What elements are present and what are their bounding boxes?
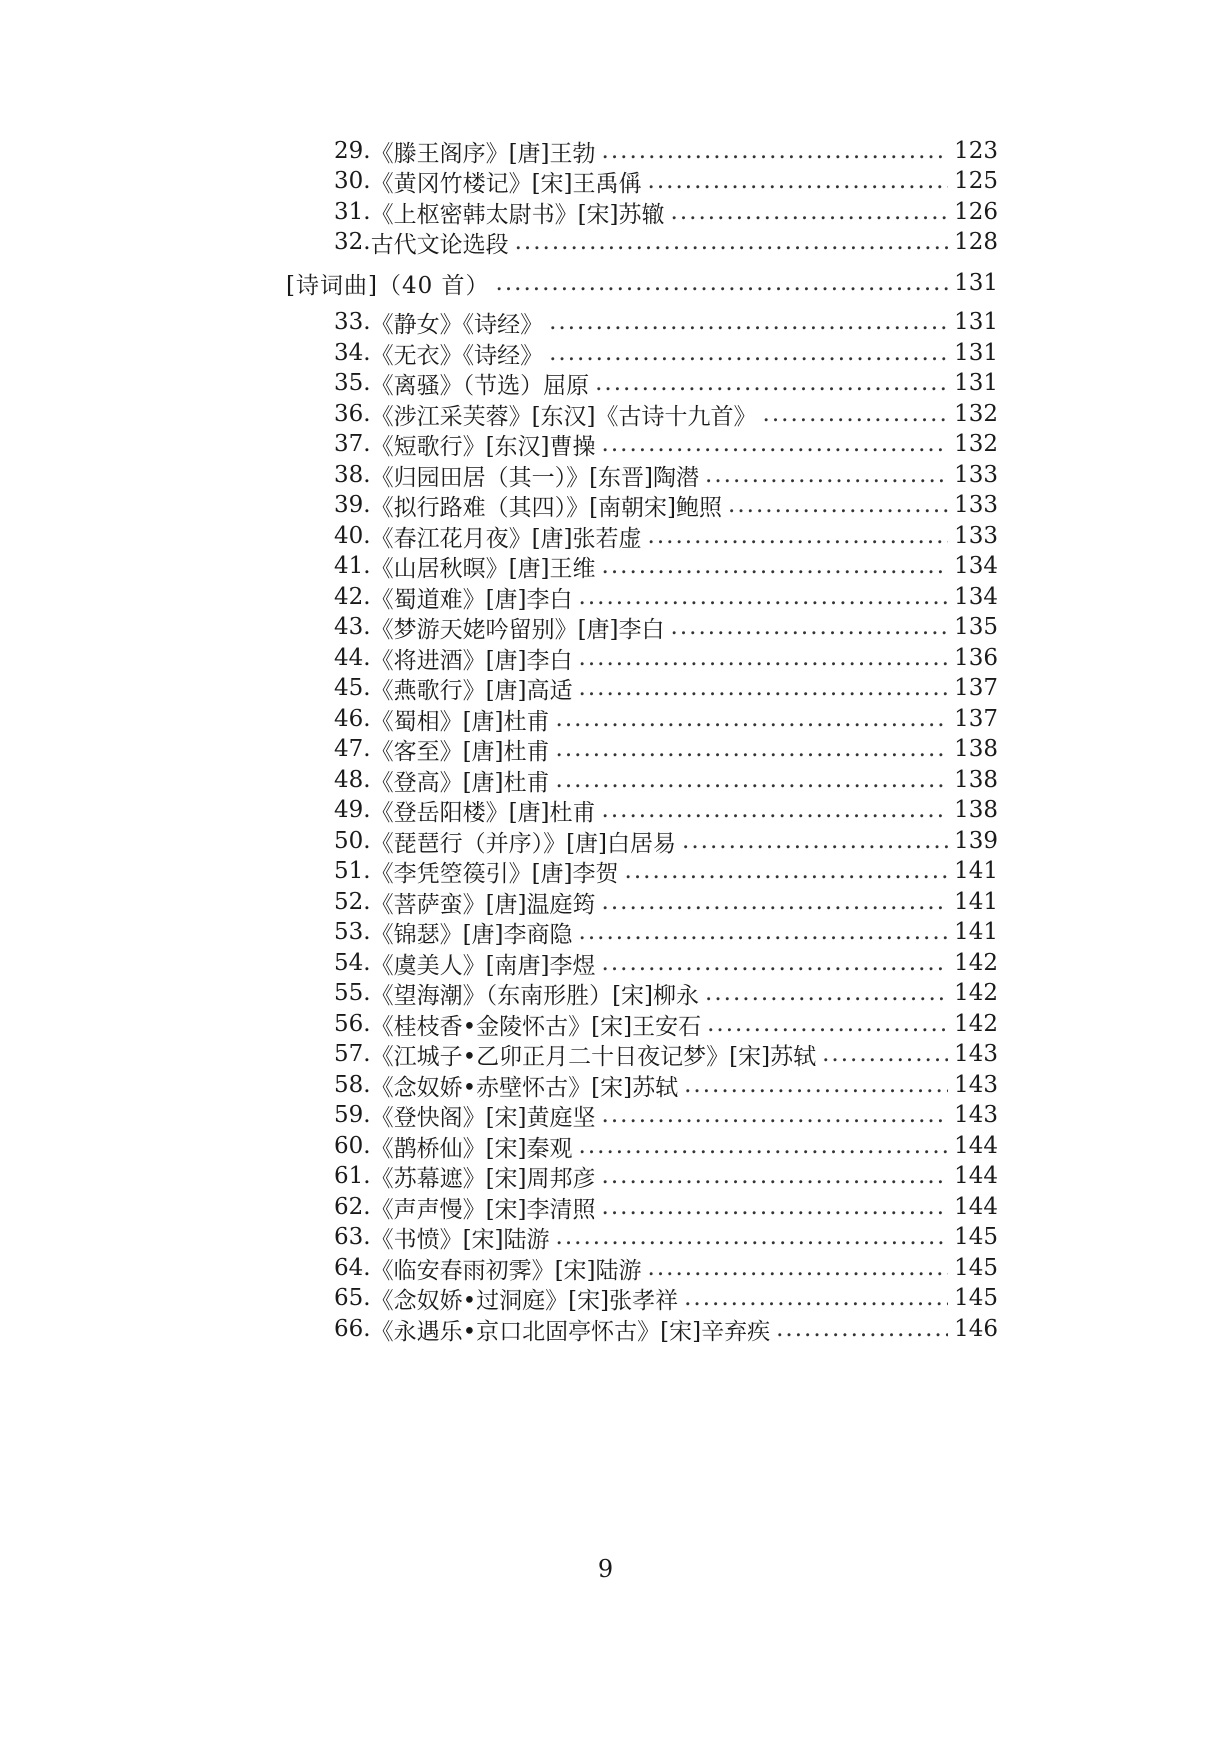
entry-number: 47.: [334, 736, 371, 762]
entry-title: 《蜀相》[唐]杜甫: [370, 708, 550, 735]
toc-section-row: [286, 266, 998, 300]
entry-page-number: 141: [954, 889, 998, 915]
entry-title: 《将进酒》[唐]李白: [370, 647, 573, 674]
entry-number: 33.: [334, 309, 371, 335]
entry-number: 45.: [334, 675, 371, 701]
entry-title: 《江城子•乙卯正月二十日夜记梦》[宋]苏轼: [370, 1043, 817, 1070]
entry-number: 35.: [334, 370, 371, 396]
dot-leader: [705, 980, 948, 1006]
entry-title: 《永遇乐•京口北固亭怀古》[宋]辛弃疾: [370, 1318, 771, 1345]
entry-title: 《短歌行》[东汉]曹操: [370, 433, 596, 460]
dot-leader: [549, 309, 948, 335]
dot-leader: [684, 1072, 948, 1098]
entry-title: 《登快阁》[宋]黄庭坚: [370, 1104, 596, 1131]
entry-number: 48.: [334, 767, 371, 793]
dot-leader: [602, 889, 948, 915]
toc-entry-row: [334, 1098, 998, 1132]
toc-entry-row: [334, 1190, 998, 1224]
toc-entry-row: [334, 1037, 998, 1071]
dot-leader: [579, 584, 948, 610]
entry-number: 36.: [334, 401, 371, 427]
entry-page-number: 133: [954, 492, 998, 518]
entry-title: 《声声慢》[宋]李清照: [370, 1196, 596, 1223]
toc-entry-row: [334, 946, 998, 980]
entry-title: 《登高》[唐]杜甫: [370, 769, 550, 796]
dot-leader: [776, 1316, 948, 1342]
toc-entry-row: [334, 427, 998, 461]
entry-page-number: 137: [954, 706, 998, 732]
toc-entry-row: [334, 1007, 998, 1041]
dot-leader: [579, 919, 948, 945]
entry-page-number: 138: [954, 736, 998, 762]
dot-leader: [707, 1011, 948, 1037]
dot-leader: [602, 797, 948, 823]
dot-leader: [648, 1255, 948, 1281]
entry-title: 《黄冈竹楼记》[宋]王禹偁: [370, 170, 642, 197]
toc-entry-row: [334, 610, 998, 644]
toc-entry-row: [334, 702, 998, 736]
dot-leader: [602, 138, 948, 164]
entry-title: 《虞美人》[南唐]李煜: [370, 952, 596, 979]
toc-entry-row: [334, 641, 998, 675]
dot-leader: [556, 736, 948, 762]
entry-title: 《无衣》《诗经》: [370, 342, 544, 369]
section-title: [诗词曲]（40 首）: [286, 272, 490, 299]
page-number: 9: [597, 1555, 614, 1583]
entry-number: 61.: [334, 1163, 371, 1189]
dot-leader: [625, 858, 948, 884]
entry-title: 《山居秋暝》[唐]王维: [370, 555, 596, 582]
toc-entry-row: [334, 134, 998, 168]
entry-title: 《梦游天姥吟留别》[唐]李白: [370, 616, 665, 643]
dot-leader: [556, 1224, 948, 1250]
entry-number: 46.: [334, 706, 371, 732]
entry-number: 43.: [334, 614, 371, 640]
entry-number: 52.: [334, 889, 371, 915]
entry-number: 40.: [334, 523, 371, 549]
entry-page-number: 125: [954, 168, 998, 194]
entry-page-number: 131: [954, 370, 998, 396]
entry-title: 古代文论选段: [370, 231, 509, 258]
entry-number: 39.: [334, 492, 371, 518]
entry-page-number: 133: [954, 462, 998, 488]
dot-leader: [705, 462, 948, 488]
entry-title: 《归园田居（其一）》[东晋]陶潜: [370, 464, 700, 491]
entry-number: 30.: [334, 168, 371, 194]
entry-page-number: 131: [954, 270, 998, 296]
entry-number: 32.: [334, 229, 371, 255]
toc-entry-row: [334, 885, 998, 919]
dot-leader: [671, 614, 948, 640]
entry-page-number: 142: [954, 980, 998, 1006]
dot-leader: [602, 1102, 948, 1128]
entry-page-number: 138: [954, 767, 998, 793]
dot-leader: [579, 675, 948, 701]
entry-title: 《念奴娇•过洞庭》[宋]张孝祥: [370, 1287, 679, 1314]
toc-entry-row: [334, 1220, 998, 1254]
entry-number: 59.: [334, 1102, 371, 1128]
entry-page-number: 144: [954, 1194, 998, 1220]
entry-title: 《桂枝香•金陵怀古》[宋]王安石: [370, 1013, 702, 1040]
entry-title: 《念奴娇•赤壁怀古》[宋]苏轼: [370, 1074, 679, 1101]
entry-number: 63.: [334, 1224, 371, 1250]
dot-leader: [602, 553, 948, 579]
dot-leader: [549, 340, 948, 366]
toc-entry-row: [334, 1281, 998, 1315]
toc-entry-row: [334, 854, 998, 888]
toc-entry-row: [334, 1312, 998, 1346]
entry-title: 《客至》[唐]杜甫: [370, 738, 550, 765]
entry-page-number: 128: [954, 229, 998, 255]
entry-title: 《锦瑟》[唐]李商隐: [370, 921, 573, 948]
entry-page-number: 131: [954, 340, 998, 366]
entry-title: 《静女》《诗经》: [370, 311, 544, 338]
entry-page-number: 139: [954, 828, 998, 854]
entry-title: 《李凭箜篌引》[唐]李贺: [370, 860, 619, 887]
entry-page-number: 145: [954, 1255, 998, 1281]
toc-entry-row: [334, 1129, 998, 1163]
entry-number: 54.: [334, 950, 371, 976]
dot-leader: [822, 1041, 948, 1067]
dot-leader: [648, 168, 948, 194]
toc-entry-row: [334, 793, 998, 827]
entry-page-number: 143: [954, 1102, 998, 1128]
entry-title: 《登岳阳楼》[唐]杜甫: [370, 799, 596, 826]
entry-number: 58.: [334, 1072, 371, 1098]
entry-page-number: 145: [954, 1224, 998, 1250]
entry-title: 《燕歌行》[唐]高适: [370, 677, 573, 704]
entry-page-number: 136: [954, 645, 998, 671]
entry-page-number: 144: [954, 1163, 998, 1189]
entry-page-number: 132: [954, 401, 998, 427]
entry-title: 《望海潮》（东南形胜）[宋]柳永: [370, 982, 700, 1009]
entry-number: 44.: [334, 645, 371, 671]
dot-leader: [515, 229, 948, 255]
dot-leader: [728, 492, 948, 518]
entry-page-number: 141: [954, 919, 998, 945]
entry-page-number: 138: [954, 797, 998, 823]
toc-entry-row: [334, 824, 998, 858]
toc-entry-row: [334, 336, 998, 370]
dot-leader: [579, 1133, 948, 1159]
dot-leader: [602, 950, 948, 976]
entry-number: 50.: [334, 828, 371, 854]
entry-page-number: 133: [954, 523, 998, 549]
toc-entry-row: [334, 732, 998, 766]
entry-number: 65.: [334, 1285, 371, 1311]
entry-title: 《滕王阁序》[唐]王勃: [370, 140, 596, 167]
toc-entry-row: [334, 488, 998, 522]
entry-page-number: 137: [954, 675, 998, 701]
dot-leader: [496, 270, 948, 296]
toc-entry-row: [334, 1251, 998, 1285]
entry-number: 51.: [334, 858, 371, 884]
toc-entry-row: [334, 366, 998, 400]
entry-number: 38.: [334, 462, 371, 488]
dot-leader: [684, 1285, 948, 1311]
dot-leader: [763, 401, 948, 427]
entry-title: 《蜀道难》[唐]李白: [370, 586, 573, 613]
entry-page-number: 141: [954, 858, 998, 884]
entry-number: 34.: [334, 340, 371, 366]
entry-number: 66.: [334, 1316, 371, 1342]
entry-number: 49.: [334, 797, 371, 823]
toc-entry-row: [334, 458, 998, 492]
entry-title: 《临安春雨初霁》[宋]陆游: [370, 1257, 642, 1284]
entry-page-number: 144: [954, 1133, 998, 1159]
entry-page-number: 145: [954, 1285, 998, 1311]
entry-number: 53.: [334, 919, 371, 945]
entry-number: 57.: [334, 1041, 371, 1067]
entry-title: 《上枢密韩太尉书》[宋]苏辙: [370, 201, 665, 228]
entry-page-number: 134: [954, 584, 998, 610]
entry-page-number: 131: [954, 309, 998, 335]
dot-leader: [595, 370, 948, 396]
entry-title: 《琵琶行（并序）》[唐]白居易: [370, 830, 677, 857]
entry-page-number: 142: [954, 950, 998, 976]
dot-leader: [579, 645, 948, 671]
entry-page-number: 132: [954, 431, 998, 457]
entry-number: 62.: [334, 1194, 371, 1220]
entry-page-number: 143: [954, 1072, 998, 1098]
toc-entry-row: [334, 195, 998, 229]
dot-leader: [556, 706, 948, 732]
dot-leader: [602, 1194, 948, 1220]
entry-page-number: 146: [954, 1316, 998, 1342]
dot-leader: [602, 431, 948, 457]
entry-number: 41.: [334, 553, 371, 579]
toc-entry-row: [334, 305, 998, 339]
entry-number: 42.: [334, 584, 371, 610]
dot-leader: [682, 828, 948, 854]
toc-entry-row: [334, 915, 998, 949]
entry-page-number: 126: [954, 199, 998, 225]
entry-number: 37.: [334, 431, 371, 457]
dot-leader: [648, 523, 948, 549]
toc-entry-row: [334, 397, 998, 431]
entry-title: 《鹊桥仙》[宋]秦观: [370, 1135, 573, 1162]
dot-leader: [556, 767, 948, 793]
entry-number: 29.: [334, 138, 371, 164]
toc-entry-row: [334, 519, 998, 553]
entry-number: 31.: [334, 199, 371, 225]
entry-title: 《书愤》[宋]陆游: [370, 1226, 550, 1253]
toc-entry-row: [334, 549, 998, 583]
toc-entry-row: [334, 976, 998, 1010]
toc-entry-row: [334, 164, 998, 198]
toc-entry-row: [334, 1068, 998, 1102]
toc-entry-row: [334, 225, 998, 259]
entry-title: 《离骚》（节选）屈原: [370, 372, 590, 399]
toc-entry-row: [334, 763, 998, 797]
entry-page-number: 123: [954, 138, 998, 164]
entry-number: 56.: [334, 1011, 371, 1037]
toc-entry-row: [334, 671, 998, 705]
entry-title: 《菩萨蛮》[唐]温庭筠: [370, 891, 596, 918]
entry-page-number: 134: [954, 553, 998, 579]
entry-number: 60.: [334, 1133, 371, 1159]
toc-entry-row: [334, 580, 998, 614]
entry-title: 《春江花月夜》[唐]张若虚: [370, 525, 642, 552]
entry-page-number: 143: [954, 1041, 998, 1067]
dot-leader: [671, 199, 948, 225]
entry-page-number: 142: [954, 1011, 998, 1037]
dot-leader: [602, 1163, 948, 1189]
entry-number: 64.: [334, 1255, 371, 1281]
entry-title: 《苏幕遮》[宋]周邦彦: [370, 1165, 596, 1192]
entry-number: 55.: [334, 980, 371, 1006]
entry-title: 《涉江采芙蓉》[东汉]《古诗十九首》: [370, 403, 757, 430]
entry-title: 《拟行路难（其四）》[南朝宋]鲍照: [370, 494, 723, 521]
entry-page-number: 135: [954, 614, 998, 640]
toc-entry-row: [334, 1159, 998, 1193]
